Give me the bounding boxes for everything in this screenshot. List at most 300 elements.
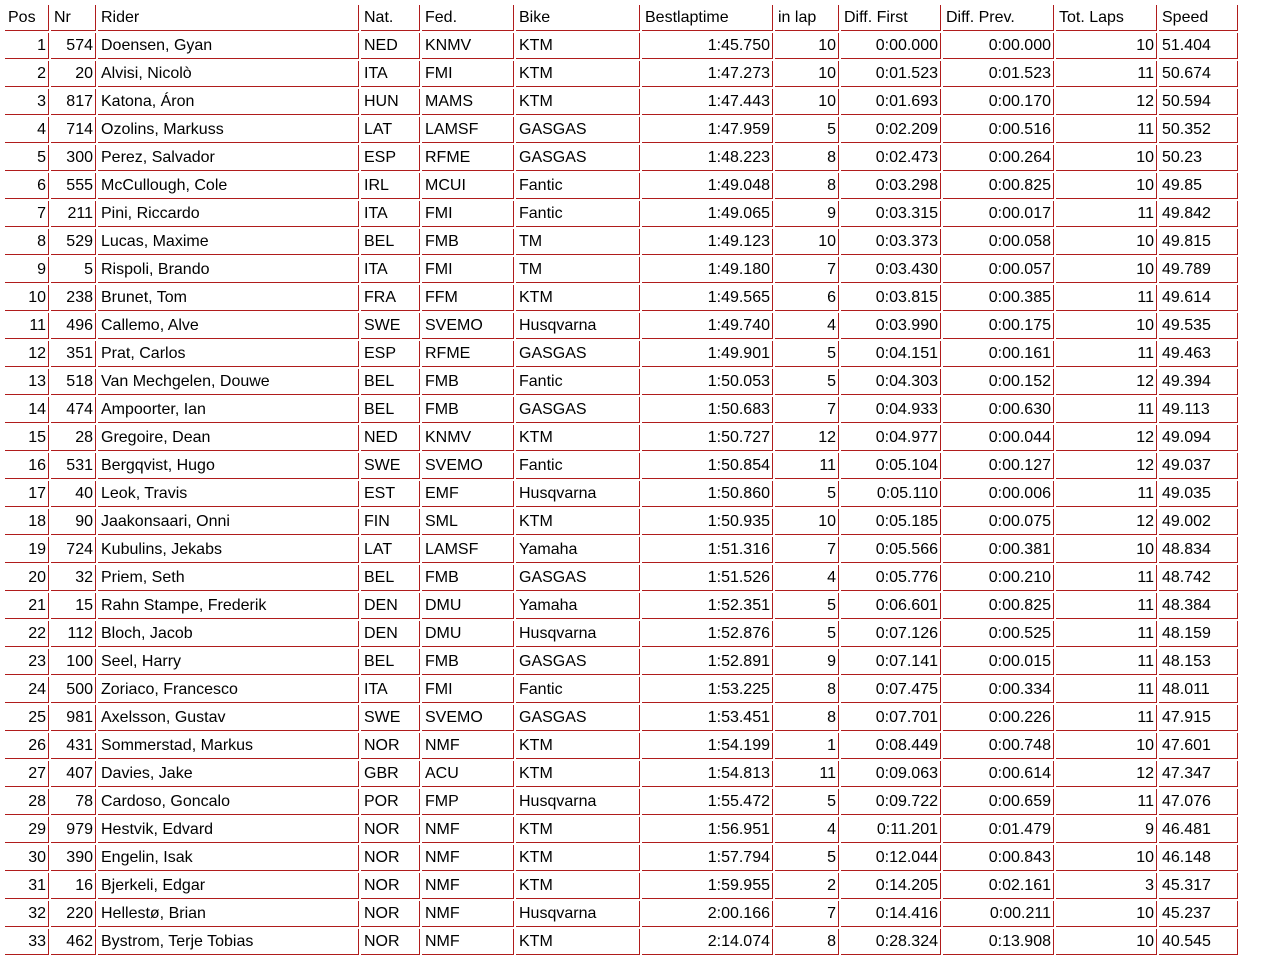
cell-speed: 45.317 [1159,873,1238,899]
cell-diff-first: 0:08.449 [841,733,941,759]
cell-diff-prev: 0:00.044 [943,425,1054,451]
cell-bestlaptime: 1:49.740 [642,313,773,339]
cell-diff-prev: 0:00.381 [943,537,1054,563]
cell-fed: SVEMO [422,313,514,339]
cell-nat: BEL [361,229,420,255]
table-row [5,649,1238,675]
cell-tot-laps: 9 [1056,817,1157,843]
cell-nat: NOR [361,873,420,899]
cell-rider: Rahn Stampe, Frederik [98,593,359,619]
cell-tot-laps: 12 [1056,761,1157,787]
cell-in-lap: 5 [775,789,839,815]
cell-speed: 49.815 [1159,229,1238,255]
cell-fed: FMB [422,565,514,591]
cell-rider: Bloch, Jacob [98,621,359,647]
cell-nr: 724 [51,537,96,563]
cell-bike: KTM [516,61,640,87]
cell-rider: Seel, Harry [98,649,359,675]
cell-speed: 47.915 [1159,705,1238,731]
table-row [5,537,1238,563]
cell-rider: McCullough, Cole [98,173,359,199]
cell-speed: 48.742 [1159,565,1238,591]
cell-diff-first: 0:07.141 [841,649,941,675]
cell-in-lap: 1 [775,733,839,759]
cell-rider: Sommerstad, Markus [98,733,359,759]
cell-nat: ITA [361,257,420,283]
cell-nr: 574 [51,33,96,59]
cell-speed: 47.076 [1159,789,1238,815]
cell-speed: 49.842 [1159,201,1238,227]
cell-pos: 27 [5,761,49,787]
cell-bike: KTM [516,89,640,115]
cell-nat: SWE [361,313,420,339]
cell-tot-laps: 10 [1056,313,1157,339]
cell-pos: 10 [5,285,49,311]
cell-bestlaptime: 1:59.955 [642,873,773,899]
cell-nat: IRL [361,173,420,199]
cell-nat: ITA [361,61,420,87]
cell-bike: Husqvarna [516,901,640,927]
cell-tot-laps: 11 [1056,117,1157,143]
cell-nat: EST [361,481,420,507]
cell-fed: FMI [422,61,514,87]
cell-nr: 714 [51,117,96,143]
cell-bestlaptime: 1:50.935 [642,509,773,535]
cell-bestlaptime: 1:49.065 [642,201,773,227]
cell-pos: 5 [5,145,49,171]
cell-diff-prev: 0:00.006 [943,481,1054,507]
cell-fed: NMF [422,817,514,843]
cell-nr: 32 [51,565,96,591]
cell-bike: KTM [516,817,640,843]
cell-in-lap: 5 [775,369,839,395]
cell-bestlaptime: 1:53.451 [642,705,773,731]
table-row [5,229,1238,255]
cell-pos: 6 [5,173,49,199]
table-row [5,733,1238,759]
cell-diff-prev: 0:00.516 [943,117,1054,143]
cell-bike: Fantic [516,201,640,227]
cell-tot-laps: 12 [1056,509,1157,535]
cell-nat: LAT [361,537,420,563]
cell-in-lap: 8 [775,145,839,171]
cell-diff-first: 0:05.110 [841,481,941,507]
cell-nr: 15 [51,593,96,619]
cell-diff-prev: 0:00.015 [943,649,1054,675]
cell-rider: Ampoorter, Ian [98,397,359,423]
cell-diff-prev: 0:01.479 [943,817,1054,843]
cell-tot-laps: 10 [1056,229,1157,255]
cell-pos: 13 [5,369,49,395]
cell-nat: NOR [361,845,420,871]
cell-diff-prev: 0:00.211 [943,901,1054,927]
cell-nr: 40 [51,481,96,507]
cell-tot-laps: 11 [1056,285,1157,311]
table-row [5,397,1238,423]
cell-tot-laps: 12 [1056,89,1157,115]
header-diff-prev: Diff. Prev. [943,5,1054,31]
cell-diff-first: 0:11.201 [841,817,941,843]
cell-speed: 50.674 [1159,61,1238,87]
cell-speed: 40.545 [1159,929,1238,955]
cell-nr: 407 [51,761,96,787]
cell-nat: SWE [361,453,420,479]
cell-nat: BEL [361,565,420,591]
cell-nr: 5 [51,257,96,283]
cell-speed: 48.834 [1159,537,1238,563]
cell-fed: FMB [422,229,514,255]
cell-rider: Callemo, Alve [98,313,359,339]
cell-rider: Ozolins, Markuss [98,117,359,143]
cell-diff-first: 0:01.693 [841,89,941,115]
cell-diff-first: 0:04.977 [841,425,941,451]
header-row [5,5,1238,31]
cell-rider: Davies, Jake [98,761,359,787]
cell-tot-laps: 11 [1056,621,1157,647]
cell-nr: 100 [51,649,96,675]
cell-bestlaptime: 1:49.180 [642,257,773,283]
cell-in-lap: 2 [775,873,839,899]
cell-rider: Bjerkeli, Edgar [98,873,359,899]
cell-in-lap: 5 [775,621,839,647]
cell-bestlaptime: 1:50.727 [642,425,773,451]
cell-speed: 49.113 [1159,397,1238,423]
cell-in-lap: 4 [775,565,839,591]
cell-diff-first: 0:03.298 [841,173,941,199]
header-nat: Nat. [361,5,420,31]
cell-tot-laps: 11 [1056,201,1157,227]
cell-diff-prev: 0:00.659 [943,789,1054,815]
cell-in-lap: 5 [775,845,839,871]
cell-fed: FMI [422,201,514,227]
cell-fed: RFME [422,145,514,171]
cell-fed: LAMSF [422,117,514,143]
cell-pos: 32 [5,901,49,927]
cell-in-lap: 7 [775,397,839,423]
cell-diff-first: 0:07.126 [841,621,941,647]
cell-pos: 23 [5,649,49,675]
cell-fed: EMF [422,481,514,507]
cell-speed: 49.394 [1159,369,1238,395]
cell-diff-first: 0:05.566 [841,537,941,563]
cell-diff-first: 0:28.324 [841,929,941,955]
cell-rider: Axelsson, Gustav [98,705,359,731]
cell-nat: NOR [361,901,420,927]
cell-bike: GASGAS [516,145,640,171]
cell-diff-prev: 0:00.334 [943,677,1054,703]
cell-bike: KTM [516,929,640,955]
cell-pos: 12 [5,341,49,367]
cell-rider: Prat, Carlos [98,341,359,367]
cell-nat: NED [361,33,420,59]
cell-fed: LAMSF [422,537,514,563]
cell-fed: FFM [422,285,514,311]
cell-nr: 496 [51,313,96,339]
cell-bike: Yamaha [516,537,640,563]
table-row [5,257,1238,283]
cell-bestlaptime: 1:48.223 [642,145,773,171]
cell-speed: 50.23 [1159,145,1238,171]
cell-bike: GASGAS [516,397,640,423]
cell-pos: 8 [5,229,49,255]
cell-nat: DEN [361,621,420,647]
cell-tot-laps: 11 [1056,397,1157,423]
cell-bestlaptime: 1:45.750 [642,33,773,59]
cell-diff-first: 0:06.601 [841,593,941,619]
cell-bike: Fantic [516,173,640,199]
cell-rider: Perez, Salvador [98,145,359,171]
cell-diff-prev: 0:00.152 [943,369,1054,395]
table-row [5,341,1238,367]
cell-fed: NMF [422,733,514,759]
cell-diff-prev: 0:00.630 [943,397,1054,423]
cell-in-lap: 9 [775,649,839,675]
cell-nat: SWE [361,705,420,731]
cell-fed: MAMS [422,89,514,115]
cell-fed: SVEMO [422,705,514,731]
cell-fed: NMF [422,873,514,899]
cell-rider: Hellestø, Brian [98,901,359,927]
cell-diff-first: 0:02.209 [841,117,941,143]
table-row [5,565,1238,591]
cell-diff-prev: 0:13.908 [943,929,1054,955]
cell-rider: Bergqvist, Hugo [98,453,359,479]
cell-rider: Katona, Áron [98,89,359,115]
cell-bestlaptime: 1:50.854 [642,453,773,479]
cell-bestlaptime: 1:51.526 [642,565,773,591]
cell-bike: GASGAS [516,705,640,731]
cell-tot-laps: 10 [1056,173,1157,199]
cell-nat: NOR [361,817,420,843]
cell-bike: KTM [516,425,640,451]
cell-pos: 7 [5,201,49,227]
table-row [5,677,1238,703]
cell-bestlaptime: 1:50.053 [642,369,773,395]
cell-rider: Jaakonsaari, Onni [98,509,359,535]
cell-rider: Priem, Seth [98,565,359,591]
cell-diff-first: 0:01.523 [841,61,941,87]
cell-diff-first: 0:05.104 [841,453,941,479]
cell-fed: ACU [422,761,514,787]
cell-diff-prev: 0:00.057 [943,257,1054,283]
cell-speed: 46.148 [1159,845,1238,871]
cell-diff-first: 0:14.205 [841,873,941,899]
cell-bike: GASGAS [516,117,640,143]
cell-nat: ITA [361,677,420,703]
cell-in-lap: 5 [775,481,839,507]
cell-fed: SML [422,509,514,535]
header-nr: Nr [51,5,96,31]
cell-rider: Leok, Travis [98,481,359,507]
cell-bike: GASGAS [516,649,640,675]
table-row [5,285,1238,311]
cell-bike: TM [516,257,640,283]
cell-fed: FMB [422,369,514,395]
cell-fed: FMI [422,257,514,283]
cell-nr: 28 [51,425,96,451]
table-row [5,117,1238,143]
header-bestlaptime: Bestlaptime [642,5,773,31]
cell-bestlaptime: 1:47.959 [642,117,773,143]
cell-bestlaptime: 1:52.876 [642,621,773,647]
cell-in-lap: 10 [775,33,839,59]
cell-bike: Fantic [516,369,640,395]
cell-fed: SVEMO [422,453,514,479]
cell-pos: 14 [5,397,49,423]
cell-nat: DEN [361,593,420,619]
table-row [5,145,1238,171]
cell-diff-first: 0:00.000 [841,33,941,59]
cell-tot-laps: 10 [1056,845,1157,871]
cell-diff-first: 0:05.185 [841,509,941,535]
cell-bike: Husqvarna [516,621,640,647]
cell-fed: KNMV [422,33,514,59]
cell-bestlaptime: 1:47.443 [642,89,773,115]
cell-diff-first: 0:09.063 [841,761,941,787]
cell-bike: Husqvarna [516,481,640,507]
cell-rider: Van Mechgelen, Douwe [98,369,359,395]
cell-in-lap: 9 [775,201,839,227]
cell-speed: 49.789 [1159,257,1238,283]
cell-nat: LAT [361,117,420,143]
cell-bestlaptime: 2:14.074 [642,929,773,955]
cell-bestlaptime: 1:50.860 [642,481,773,507]
cell-speed: 45.237 [1159,901,1238,927]
cell-nat: BEL [361,369,420,395]
cell-diff-prev: 0:00.825 [943,593,1054,619]
cell-bike: KTM [516,509,640,535]
cell-diff-prev: 0:00.175 [943,313,1054,339]
cell-diff-first: 0:04.933 [841,397,941,423]
cell-rider: Cardoso, Goncalo [98,789,359,815]
cell-tot-laps: 3 [1056,873,1157,899]
cell-pos: 26 [5,733,49,759]
cell-nat: BEL [361,397,420,423]
cell-speed: 48.153 [1159,649,1238,675]
cell-nr: 390 [51,845,96,871]
cell-fed: NMF [422,845,514,871]
cell-fed: KNMV [422,425,514,451]
cell-nr: 78 [51,789,96,815]
cell-nr: 16 [51,873,96,899]
table-row [5,201,1238,227]
cell-pos: 17 [5,481,49,507]
cell-nr: 981 [51,705,96,731]
cell-nr: 500 [51,677,96,703]
cell-nr: 211 [51,201,96,227]
cell-diff-first: 0:12.044 [841,845,941,871]
cell-in-lap: 4 [775,817,839,843]
cell-diff-first: 0:03.373 [841,229,941,255]
cell-diff-prev: 0:00.385 [943,285,1054,311]
cell-nr: 518 [51,369,96,395]
table-row [5,509,1238,535]
cell-tot-laps: 10 [1056,929,1157,955]
cell-diff-prev: 0:00.748 [943,733,1054,759]
cell-nr: 529 [51,229,96,255]
header-rider: Rider [98,5,359,31]
cell-diff-prev: 0:00.170 [943,89,1054,115]
cell-in-lap: 10 [775,229,839,255]
cell-bike: KTM [516,761,640,787]
cell-in-lap: 7 [775,537,839,563]
cell-diff-prev: 0:00.017 [943,201,1054,227]
cell-diff-first: 0:04.303 [841,369,941,395]
cell-bestlaptime: 1:54.199 [642,733,773,759]
cell-diff-first: 0:05.776 [841,565,941,591]
cell-tot-laps: 12 [1056,425,1157,451]
cell-nr: 531 [51,453,96,479]
cell-in-lap: 4 [775,313,839,339]
cell-speed: 47.347 [1159,761,1238,787]
cell-rider: Lucas, Maxime [98,229,359,255]
cell-bike: KTM [516,733,640,759]
cell-in-lap: 8 [775,173,839,199]
table-row [5,845,1238,871]
cell-nr: 20 [51,61,96,87]
cell-speed: 50.594 [1159,89,1238,115]
cell-nat: ESP [361,145,420,171]
cell-rider: Brunet, Tom [98,285,359,311]
cell-in-lap: 7 [775,901,839,927]
cell-bestlaptime: 1:53.225 [642,677,773,703]
results-table [3,3,1240,957]
cell-in-lap: 8 [775,929,839,955]
cell-diff-first: 0:03.815 [841,285,941,311]
cell-fed: FMI [422,677,514,703]
cell-diff-first: 0:03.430 [841,257,941,283]
cell-tot-laps: 11 [1056,705,1157,731]
cell-tot-laps: 11 [1056,649,1157,675]
cell-speed: 49.037 [1159,453,1238,479]
cell-rider: Kubulins, Jekabs [98,537,359,563]
cell-bestlaptime: 2:00.166 [642,901,773,927]
cell-nr: 462 [51,929,96,955]
cell-nat: ESP [361,341,420,367]
cell-rider: Doensen, Gyan [98,33,359,59]
cell-tot-laps: 12 [1056,369,1157,395]
cell-in-lap: 12 [775,425,839,451]
cell-tot-laps: 11 [1056,61,1157,87]
cell-rider: Bystrom, Terje Tobias [98,929,359,955]
cell-nat: FRA [361,285,420,311]
cell-pos: 18 [5,509,49,535]
cell-speed: 48.159 [1159,621,1238,647]
header-bike: Bike [516,5,640,31]
cell-in-lap: 10 [775,509,839,535]
cell-tot-laps: 10 [1056,901,1157,927]
cell-speed: 50.352 [1159,117,1238,143]
cell-bike: KTM [516,285,640,311]
cell-rider: Rispoli, Brando [98,257,359,283]
table-row [5,901,1238,927]
cell-pos: 31 [5,873,49,899]
cell-bike: Fantic [516,453,640,479]
cell-fed: FMP [422,789,514,815]
cell-pos: 29 [5,817,49,843]
cell-speed: 49.614 [1159,285,1238,311]
header-fed: Fed. [422,5,514,31]
cell-tot-laps: 12 [1056,453,1157,479]
cell-in-lap: 11 [775,761,839,787]
cell-bestlaptime: 1:51.316 [642,537,773,563]
cell-diff-first: 0:07.475 [841,677,941,703]
cell-bike: Fantic [516,677,640,703]
cell-bestlaptime: 1:49.123 [642,229,773,255]
table-row [5,453,1238,479]
cell-tot-laps: 11 [1056,341,1157,367]
cell-diff-prev: 0:00.161 [943,341,1054,367]
